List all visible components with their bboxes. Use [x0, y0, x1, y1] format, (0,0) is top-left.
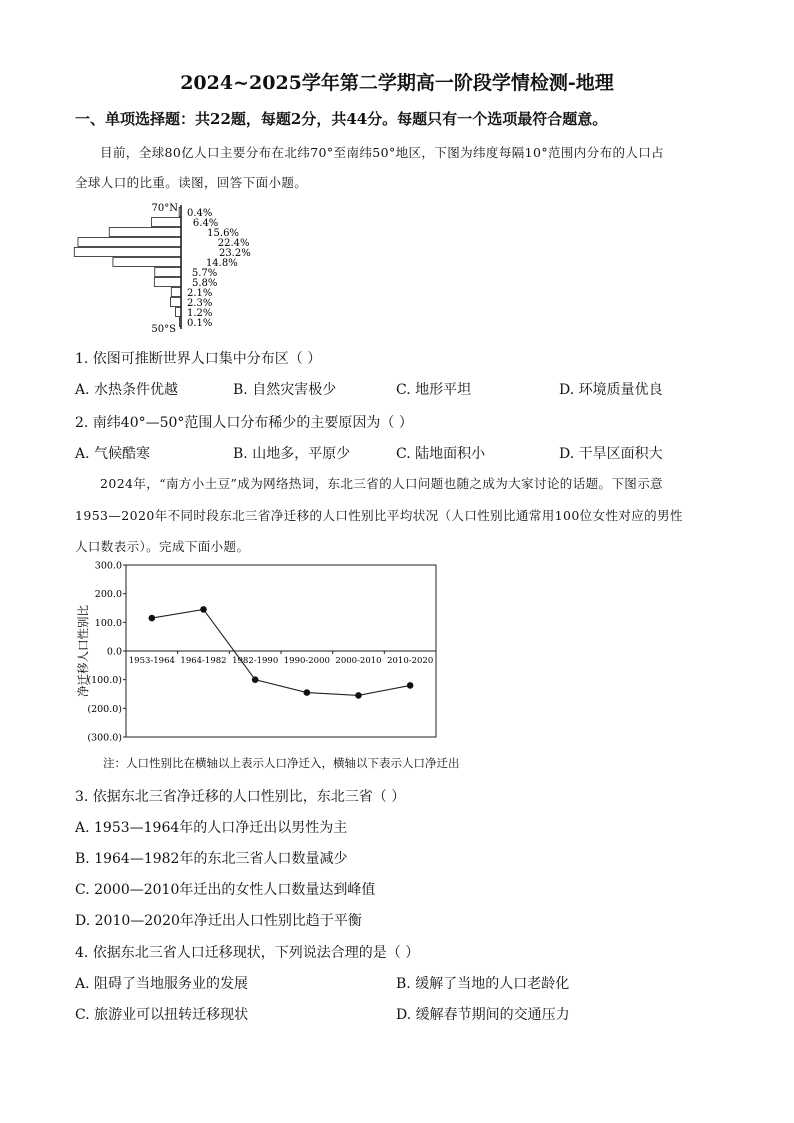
- q2-stem: 2. 南纬40°—50°范围人口分布稀少的主要原因为（ ）: [75, 415, 413, 431]
- intro1-line2: 全球人口的比重。读图，回答下面小题。: [75, 175, 308, 190]
- q1-option-d[interactable]: D. 环境质量优良: [559, 382, 663, 398]
- migration-sex-ratio-chart: [70, 558, 450, 748]
- data-point: [252, 676, 259, 683]
- data-point: [407, 682, 414, 689]
- data-point: [355, 692, 362, 699]
- q1-option-a[interactable]: A. 水热条件优越: [75, 382, 179, 398]
- page-title: 2024~2025学年第二学期高一阶段学情检测-地理: [180, 72, 614, 94]
- pyramid-bottom-label: 50°S: [151, 324, 176, 335]
- data-point: [200, 606, 207, 613]
- x-tick-label: 2000-2010: [335, 656, 382, 666]
- pyramid-bar-label: 23.2%: [218, 248, 251, 259]
- pyramid-bar: [78, 238, 181, 247]
- pyramid-top-label: 70°N: [151, 203, 178, 214]
- pyramid-bar: [170, 298, 181, 307]
- q2-option-c[interactable]: C. 陆地面积小: [396, 446, 486, 462]
- q4-option-b[interactable]: B. 缓解了当地的人口老龄化: [396, 976, 570, 992]
- pyramid-bar: [154, 278, 181, 287]
- q2-option-a[interactable]: A. 气候酷寒: [75, 446, 151, 462]
- pyramid-bar-label: 2.1%: [187, 288, 213, 299]
- x-tick-label: 1964-1982: [180, 656, 227, 666]
- y-tick-label: 200.0: [94, 589, 122, 601]
- q3-stem: 3. 依据东北三省净迁移的人口性别比，东北三省（ ）: [75, 789, 406, 805]
- x-tick-label: 1982-1990: [232, 656, 279, 666]
- pyramid-bar-label: 15.6%: [207, 228, 239, 239]
- q3-option-a[interactable]: A. 1953—1964年的人口净迁出以男性为主: [75, 820, 348, 836]
- y-tick-label: 300.0: [94, 560, 122, 572]
- pyramid-bar: [74, 248, 181, 257]
- pyramid-bar-label: 14.8%: [205, 258, 238, 269]
- pyramid-bar-label: 5.7%: [191, 268, 218, 279]
- population-latitude-chart: [60, 195, 350, 340]
- section-heading: 一、单项选择题：共22题，每题2分，共44分。每题只有一个选项最符合题意。: [75, 110, 608, 128]
- pyramid-bar: [155, 268, 181, 277]
- pyramid-bar-label: 1.2%: [187, 308, 213, 319]
- q4-stem: 4. 依据东北三省人口迁移现状，下列说法合理的是（ ）: [75, 945, 420, 961]
- pyramid-bar-label: 5.8%: [191, 278, 218, 289]
- y-tick-label: (200.0): [87, 703, 122, 715]
- pyramid-bar-label: 22.4%: [217, 238, 250, 249]
- pyramid-bar: [109, 228, 181, 237]
- q2-option-b[interactable]: B. 山地多，平原少: [233, 446, 351, 462]
- pyramid-bar: [175, 308, 181, 317]
- pyramid-bar-label: 0.4%: [187, 208, 213, 219]
- y-tick-label: 0.0: [106, 646, 122, 658]
- pyramid-bar: [171, 288, 181, 297]
- y-axis-label: 净迁移人口性别比: [76, 605, 90, 697]
- q3-option-b[interactable]: B. 1964—1982年的东北三省人口数量减少: [75, 851, 348, 867]
- pyramid-bar: [113, 258, 181, 267]
- pyramid-bar-label: 2.3%: [187, 298, 213, 309]
- q4-option-d[interactable]: D. 缓解春节期间的交通压力: [396, 1007, 570, 1023]
- y-tick-label: (100.0): [87, 675, 122, 687]
- q3-option-d[interactable]: D. 2010—2020年净迁出人口性别比趋于平衡: [75, 913, 362, 929]
- intro2-line1: 2024年，“南方小土豆”成为网络热词，东北三省的人口问题也随之成为大家讨论的话题。下图示意: [100, 476, 663, 491]
- q2-option-d[interactable]: D. 干旱区面积大: [559, 446, 663, 462]
- chart-note: 注：人口性别比在横轴以上表示人口净迁入，横轴以下表示人口净迁出: [103, 756, 460, 770]
- y-tick-label: 100.0: [94, 617, 122, 629]
- intro2-line2: 1953—2020年不同时段东北三省净迁移的人口性别比平均状况（人口性别比通常用100位女性对应的男性: [75, 508, 683, 523]
- q4-option-c[interactable]: C. 旅游业可以扭转迁移现状: [75, 1007, 249, 1023]
- q4-option-a[interactable]: A. 阻碍了当地服务业的发展: [75, 976, 249, 992]
- x-tick-label: 1990-2000: [283, 656, 330, 666]
- pyramid-bar-label: 0.1%: [187, 318, 213, 329]
- x-tick-label: 2010-2020: [387, 656, 434, 666]
- intro2-line3: 人口数表示）。完成下面小题。: [75, 539, 250, 554]
- intro1-line1: 目前，全球80亿人口主要分布在北纬70°至南纬50°地区，下图为纬度每隔10°范围内分布的人口占: [100, 145, 665, 160]
- data-point: [304, 689, 311, 696]
- pyramid-bar-label: 6.4%: [192, 218, 219, 229]
- q1-stem: 1. 依图可推断世界人口集中分布区（ ）: [75, 351, 322, 367]
- pyramid-bar: [152, 218, 181, 227]
- q1-option-b[interactable]: B. 自然灾害极少: [233, 382, 337, 398]
- x-tick-label: 1953-1964: [128, 656, 175, 666]
- data-point: [149, 615, 156, 622]
- y-tick-label: (300.0): [87, 732, 122, 744]
- q1-option-c[interactable]: C. 地形平坦: [396, 382, 472, 398]
- q3-option-c[interactable]: C. 2000—2010年迁出的女性人口数量达到峰值: [75, 882, 376, 898]
